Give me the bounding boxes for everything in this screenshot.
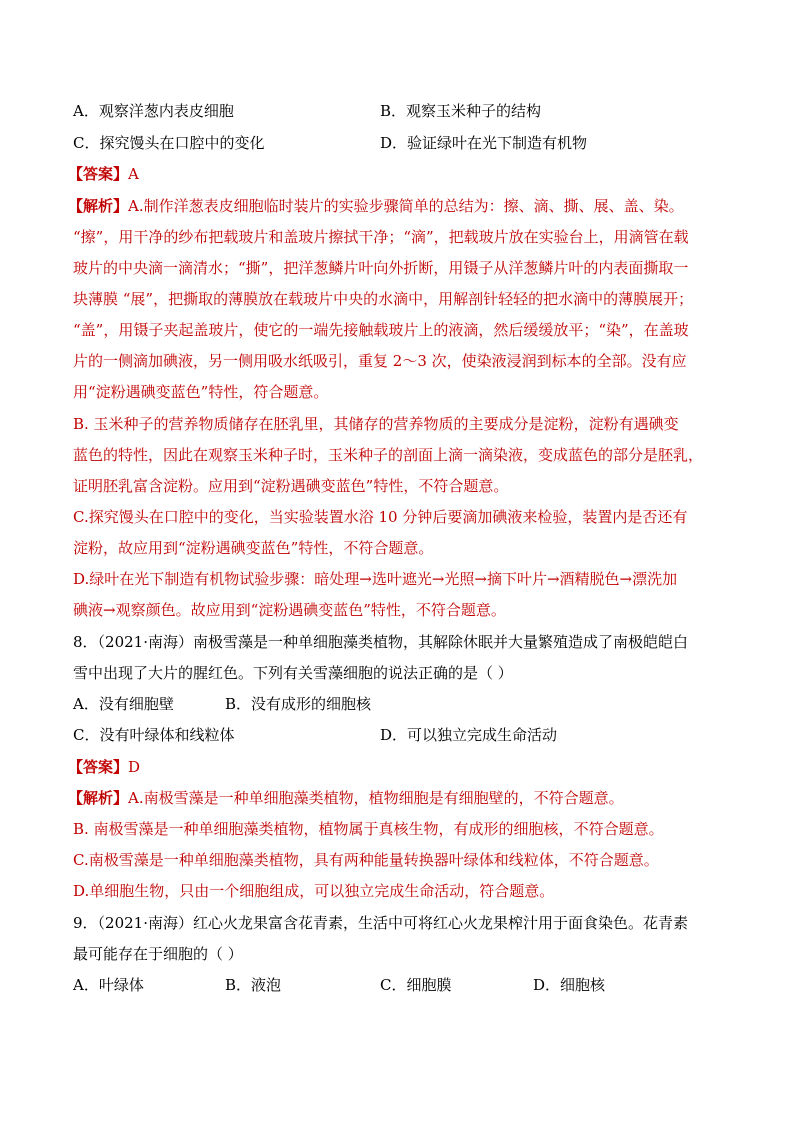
analysis-tag: 【解析】 [68,197,129,215]
q7-analysis-line-6: 片的一侧滴加碘液，另一侧用吸水纸吸引，重复 2～3 次，使染液浸润到标本的全部。没有应 [73,352,687,370]
q9-option-a: A．叶绿体 [73,976,144,994]
analysis-text: A.制作洋葱表皮细胞临时装片的实验步骤简单的总结为：擦、滴、撕、展、盖、染。 [128,197,684,215]
answer-tag: 【答案】 [68,165,129,183]
q9-option-d: D．细胞核 [533,976,606,994]
q8-analysis-line-2: B. 南极雪藻是一种单细胞藻类植物，植物属于真核生物，有成形的细胞核，不符合题意。 [73,820,664,838]
q7-option-b: B．观察玉米种子的结构 [380,102,542,120]
q8-stem-line-2: 雪中出现了大片的腥红色。下列有关雪藻细胞的说法正确的是（ ） [73,664,513,682]
q7-analysis-line-14: 碘液→观察颜色。故应用到“淀粉遇碘变蓝色”特性，不符合题意。 [73,601,506,619]
q8-option-c: C．没有叶绿体和线粒体 [73,726,235,744]
q7-answer-line [68,164,139,184]
q8-stem-line-1: 8．（2021·南海）南极雪藻是一种单细胞藻类植物，其解除休眠并大量繁殖造成了南极皑皑白 [73,633,688,651]
q7-option-a: A．观察洋葱内表皮细胞 [73,102,234,120]
q8-analysis-line-3: C.南极雪藻是一种单细胞藻类植物，具有两种能量转换器叶绿体和线粒体，不符合题意。 [73,851,659,869]
analysis-text: A.南极雪藻是一种单细胞藻类植物，植物细胞是有细胞壁的，不符合题意。 [128,789,624,807]
q7-option-c: C．探究馒头在口腔中的变化 [73,134,265,152]
q7-analysis-line-10: 证明胚乳富含淀粉。应用到“淀粉遇碘变蓝色”特性，不符合题意。 [73,477,509,495]
q7-analysis-line-13: D.绿叶在光下制造有机物试验步骤：暗处理→选叶遮光→光照→摘下叶片→酒精脱色→漂洗加 [73,570,678,588]
q8-option-a: A．没有细胞壁 [73,695,174,713]
q7-analysis-line-5: “盖”，用镊子夹起盖玻片，使它的一端先接触载玻片上的液滴，然后缓缓放平；“染”，在盖玻 [73,321,689,339]
answer-value: D [128,758,141,776]
q8-option-d: D．可以独立完成生命活动 [380,726,558,744]
q7-analysis-line-2: “擦”，用干净的纱布把载玻片和盖玻片擦拭干净；“滴”，把载玻片放在实验台上，用滴管在载 [73,228,689,246]
q7-analysis-line-11: C.探究馒头在口腔中的变化，当实验装置水浴 10 分钟后要滴加碘液来检验，装置内是否还有 [73,508,688,526]
q7-option-d: D．验证绿叶在光下制造有机物 [380,134,588,152]
answer-value: A [128,165,139,183]
q7-analysis-line-12: 淀粉，故应用到“淀粉遇碘变蓝色”特性，不符合题意。 [73,539,434,557]
q9-option-b: B．液泡 [225,976,282,994]
q7-analysis-line-4: 块薄膜 “展”，把撕取的薄膜放在载玻片中央的水滴中，用解剖针轻轻的把水滴中的薄膜展开； [73,290,694,308]
analysis-tag: 【解析】 [68,789,129,807]
answer-tag: 【答案】 [68,758,129,776]
q8-analysis-line-1 [68,788,624,808]
q9-stem-line-2: 最可能存在于细胞的（ ） [73,945,243,963]
q9-stem-line-1: 9．（2021·南海）红心火龙果富含花青素，生活中可将红心火龙果榨汁用于面食染色。花青素 [73,914,688,932]
q7-analysis-line-8: B. 玉米种子的营养物质储存在胚乳里，其储存的营养物质的主要成分是淀粉，淀粉有遇碘变 [73,415,679,433]
q9-option-c: C．细胞膜 [380,976,452,994]
q7-analysis-line-1 [68,196,684,216]
q8-answer-line [68,757,140,777]
q7-analysis-line-9: 蓝色的特性，因此在观察玉米种子时，玉米种子的剖面上滴一滴染液，变成蓝色的部分是胚乳， [73,446,704,464]
q8-option-b: B．没有成形的细胞核 [225,695,372,713]
q7-analysis-line-7: 用“淀粉遇碘变蓝色”特性，符合题意。 [73,383,329,401]
q7-analysis-line-3: 玻片的中央滴一滴清水；“撕”，把洋葱鳞片叶向外折断，用镊子从洋葱鳞片叶的内表面撕取一 [73,259,689,277]
q8-analysis-line-4: D.单细胞生物，只由一个细胞组成，可以独立完成生命活动，符合题意。 [73,882,555,900]
